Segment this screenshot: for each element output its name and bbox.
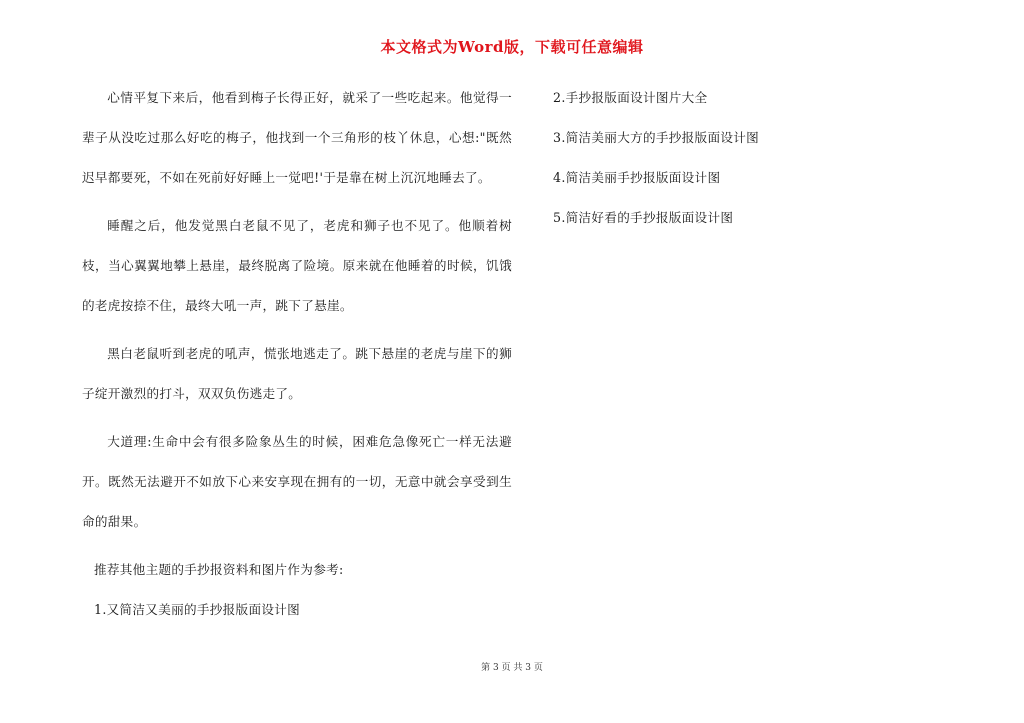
recommend-item-2: 2.手抄报版面设计图片大全 [553,90,708,105]
left-column [82,78,512,630]
document-banner: 本文格式为Word版，下载可任意编辑 [380,38,644,56]
paragraph-1: 心情平复下来后，他看到梅子长得正好，就采了一些吃起来。他觉得一辈子从没吃过那么好吃的梅子，他找到一个三角形的枝丫休息，心想:"既然迟早都要死，不如在死前好好睡上一觉吧!'于是靠在树上沉沉地睡去了。 [82,90,512,185]
recommend-note: 推荐其他主题的手抄报资料和图片作为参考: [94,562,344,577]
recommend-list-left [82,590,512,630]
paragraph-3: 黑白老鼠听到老虎的吼声，慌张地逃走了。跳下悬崖的老虎与崖下的狮子绽开激烈的打斗，双双负伤逃走了。 [82,346,512,401]
recommend-item-4: 4.简洁美丽手抄报版面设计图 [553,170,721,185]
recommend-item-1: 1.又简洁又美丽的手抄报版面设计图 [94,602,301,617]
paragraph-2: 睡醒之后，他发觉黑白老鼠不见了，老虎和狮子也不见了。他顺着树枝，当心翼翼地攀上悬崖，最终脱离了险境。原来就在他睡着的时候，饥饿的老虎按捺不住，最终大吼一声，跳下了悬崖。 [82,218,512,313]
recommend-item-5: 5.简洁好看的手抄报版面设计图 [553,210,734,225]
page-number-footer: 第 3 页 共 3 页 [481,663,543,673]
paragraph-4: 大道理:生命中会有很多险象丛生的时候，困难危急像死亡一样无法避开。既然无法避开不如放下心来安享现在拥有的一切，无意中就会享受到生命的甜果。 [82,434,512,529]
recommend-list-right [553,78,953,238]
recommend-item-3: 3.简洁美丽大方的手抄报版面设计图 [553,130,760,145]
right-column [553,78,953,238]
